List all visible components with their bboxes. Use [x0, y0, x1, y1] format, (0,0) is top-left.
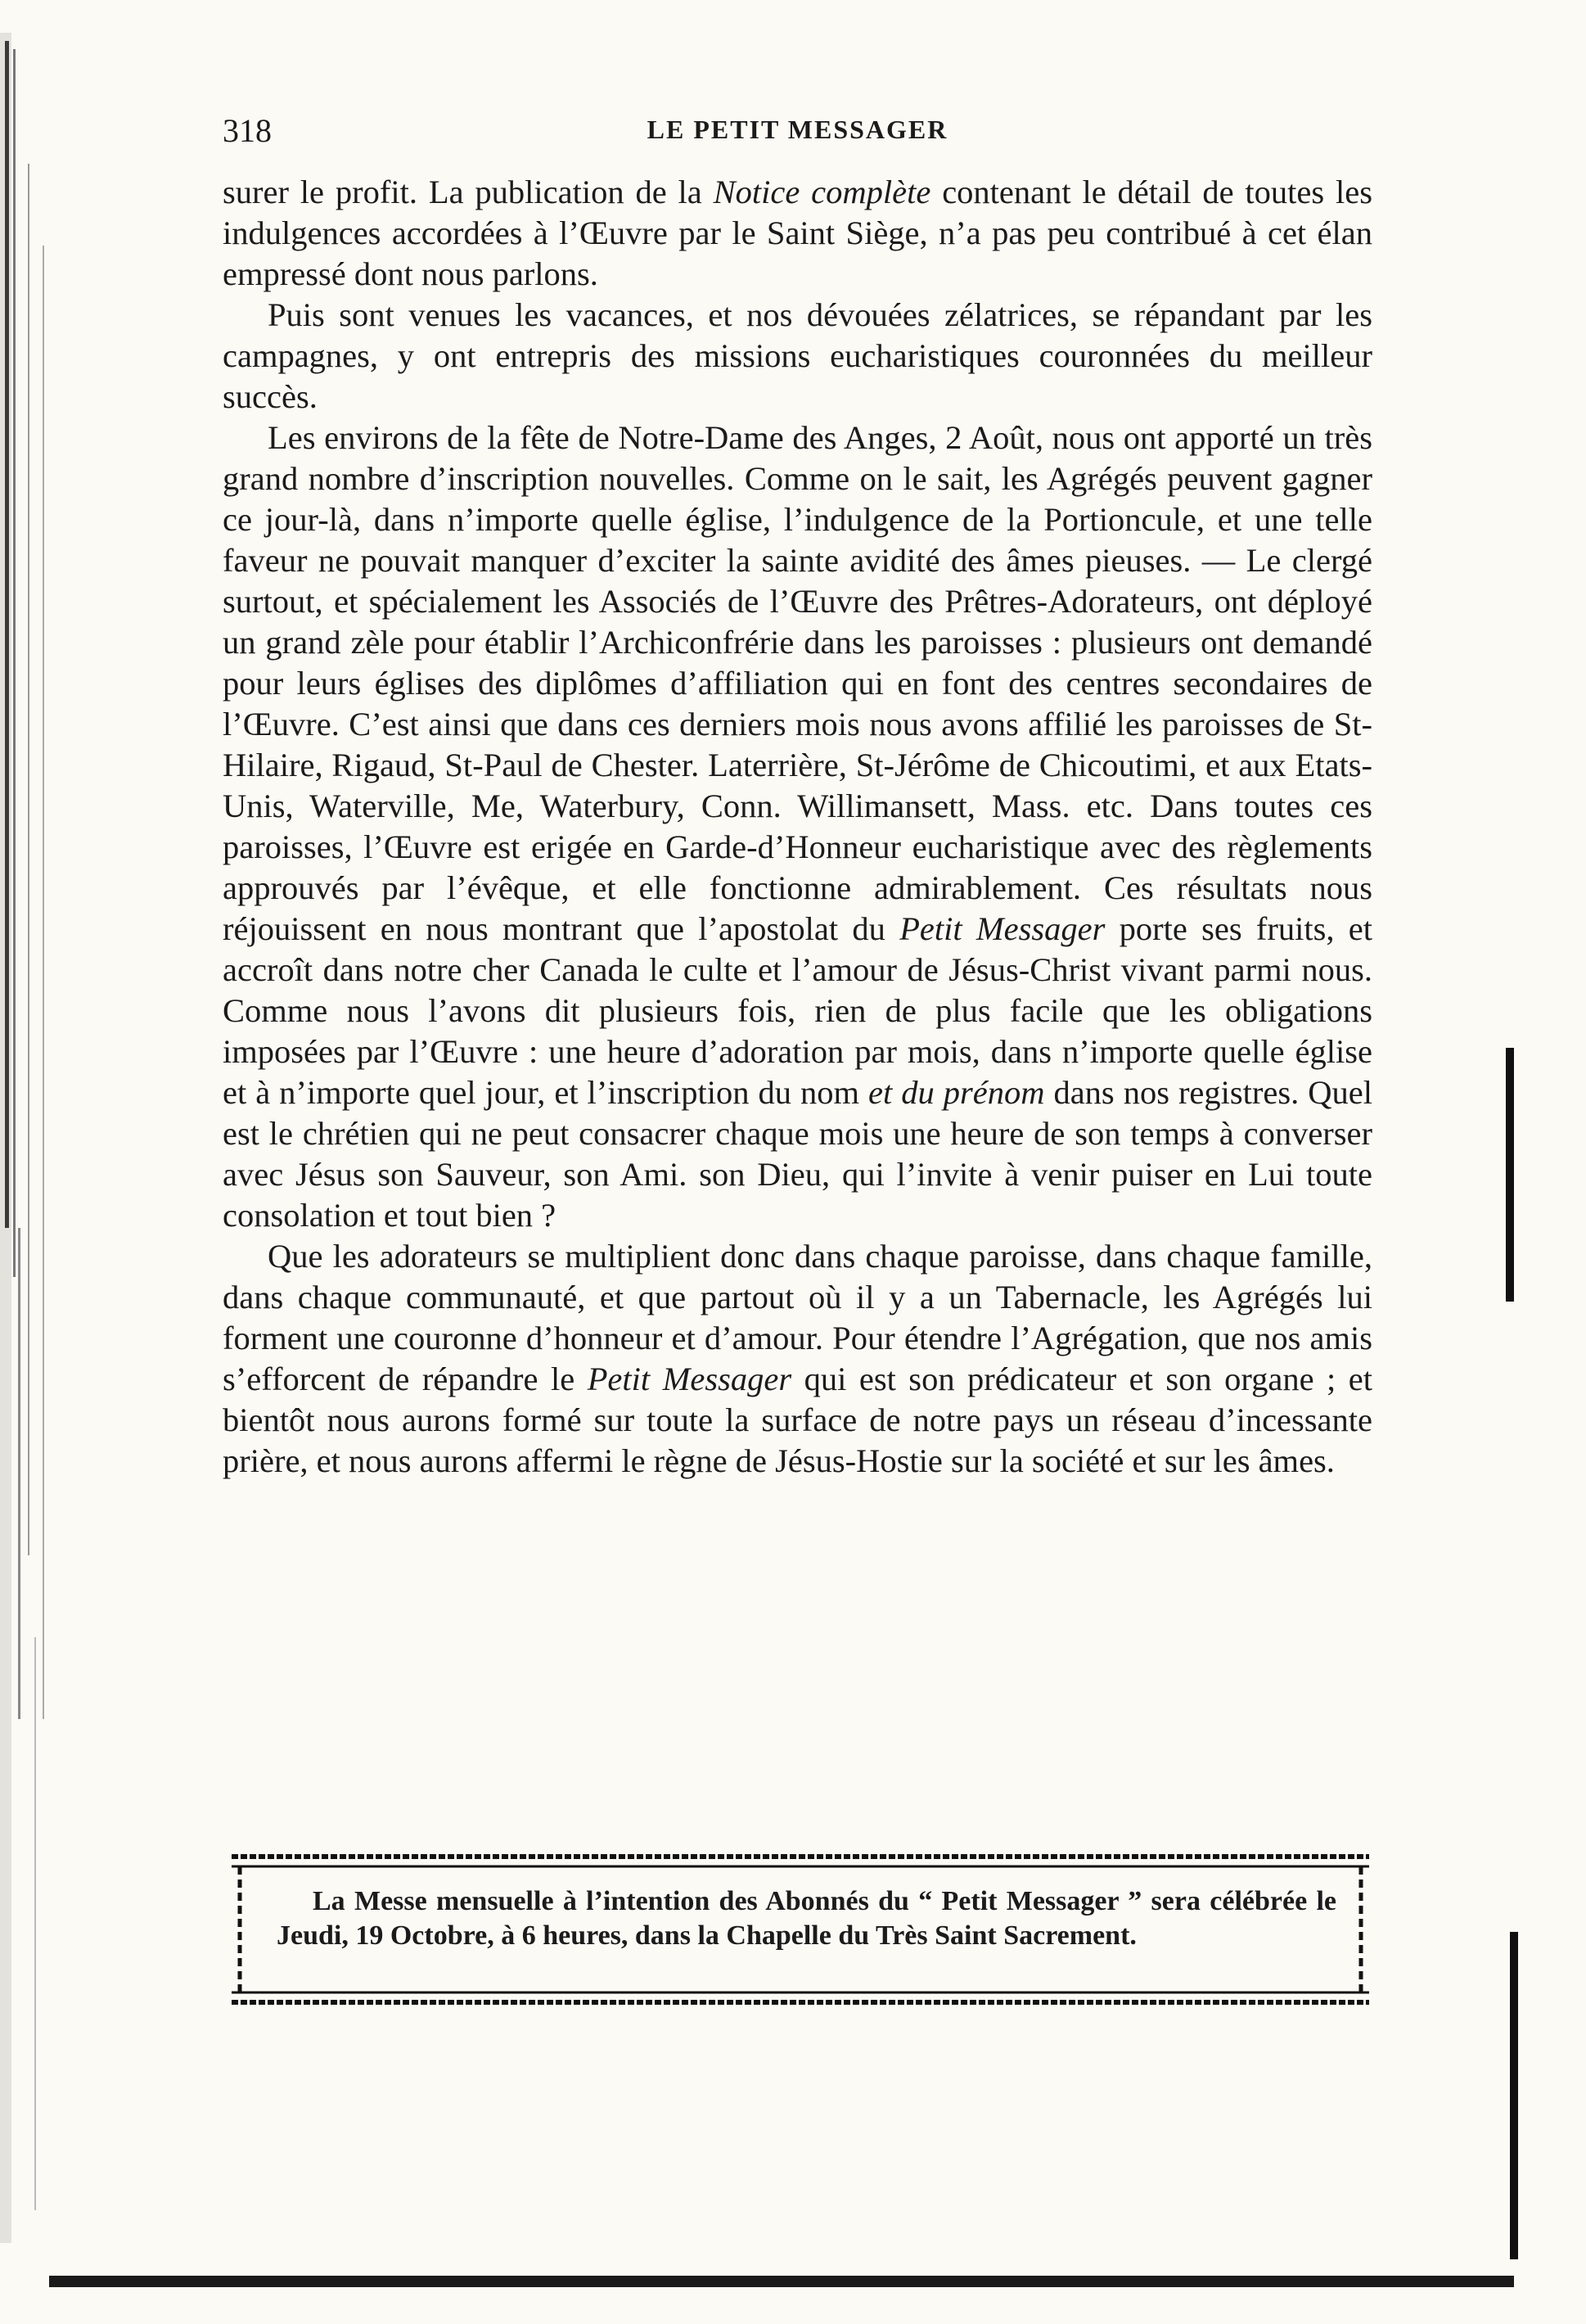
page-content	[223, 111, 1372, 1482]
italic-text: Petit Messager	[899, 910, 1106, 947]
italic-text: et du prénom	[868, 1074, 1045, 1111]
article-body	[223, 172, 1372, 1482]
mass-notice-text: La Messe mensuelle à l’intention des Abonnés du “ Petit Messager ” sera célébrée le Jeudi, 19 Octobre, à 6 heures, dans la Chapelle du Très Saint Sacrement.	[277, 1886, 1336, 1951]
page-number: 318	[223, 112, 272, 149]
text-run: Puis sont venues les vacances, et nos dévouées zélatrices, se répandant par les campagnes, y ont entrepris des missions eucharistiques couronnées du meilleur succès.	[223, 296, 1372, 415]
paragraph-2	[223, 295, 1372, 417]
mass-notice-box	[232, 1852, 1369, 2007]
paragraph-3	[223, 417, 1372, 1236]
right-edge-mark-2	[1510, 1932, 1518, 2259]
text-run: dans nos registres. Quel est le chrétien qui ne peut consacrer chaque mois une heure de son temps à converser avec Jésus son Sauveur, son Ami. son Dieu, qui l’invite à venir puiser en Lui toute consolation et tout bien ?	[223, 1074, 1372, 1234]
italic-text: Petit Messager	[587, 1361, 792, 1397]
text-run: Les environs de la fête de Notre-Dame des Anges, 2 Août, nous ont apporté un très grand nombre d’inscription nouvelles. Comme on le sait, les Agrégés peuvent gagner ce jour-là, dans n’importe quelle église, l’indulgence de la Portioncule, et une telle faveur ne pouvait manquer d’exciter la sainte avidité des âmes pieuses. — Le clergé surtout, et spécialement les Associés de l’Œuvre des Prêtres-Adorateurs, ont déployé un grand zèle pour établir l’Archiconfrérie dans les paroisses : plusieurs ont demandé pour leurs églises des diplômes d’affiliation qui en font des centres secondaires de l’Œuvre. C’est ainsi que dans ces derniers mois nous avons affilié les paroisses de St-Hilaire, Rigaud, St-Paul de Chester. Laterrière, St-Jérôme de Chicoutimi, et aux Etats-Unis, Waterville, Me, Waterbury, Conn. Willimansett, Mass. etc. Dans toutes ces paroisses, l’Œuvre est erigée en Garde-d’Honneur eucharistique avec des règlements approuvés par l’évêque, et elle fonctionne admirablement. Ces résultats nous réjouissent en nous montrant que l’apostolat du	[223, 419, 1372, 947]
running-title: LE PETIT MESSAGER	[647, 115, 948, 144]
italic-text: Notice complète	[713, 174, 931, 210]
text-run: porte ses fruits, et accroît dans notre cher Canada le culte et l’amour de Jésus-Christ vivant parmi nous. Comme nous l’avons dit plusieurs fois, rien de plus facile que les obligations imposées par l’Œuvre : une heure d’adoration par mois, dans n’importe quelle église et à n’importe quel jour, et l’inscription du nom	[223, 910, 1373, 1111]
binding-edge-marks	[0, 0, 65, 2320]
bottom-rule	[49, 2276, 1514, 2287]
page-header	[223, 111, 1372, 160]
text-run: Que les adorateurs se multiplient donc dans chaque paroisse, dans chaque famille, dans chaque communauté, et que partout où il y a un Tabernacle, les Agrégés lui forment une couronne d’honneur et d’amour. Pour étendre l’Agrégation, que nos amis s’efforcent de répandre le	[223, 1238, 1372, 1397]
text-run: surer le profit. La publication de la	[223, 174, 714, 210]
paragraph-1	[223, 172, 1372, 295]
paragraph-4	[223, 1236, 1372, 1482]
text-run: qui est son prédicateur et son organe ; et bientôt nous aurons formé sur toute la surface de notre pays un réseau d’incessante prière, et nous aurons affermi le règne de Jésus-Hostie sur la société et sur les âmes.	[223, 1361, 1373, 1479]
text-run: contenant le détail de toutes les indulgences accordées à l’Œuvre par le Saint Siège, n’a pas peu contribué à cet élan empressé dont nous parlons.	[223, 174, 1372, 292]
right-edge-mark-1	[1506, 1048, 1514, 1302]
